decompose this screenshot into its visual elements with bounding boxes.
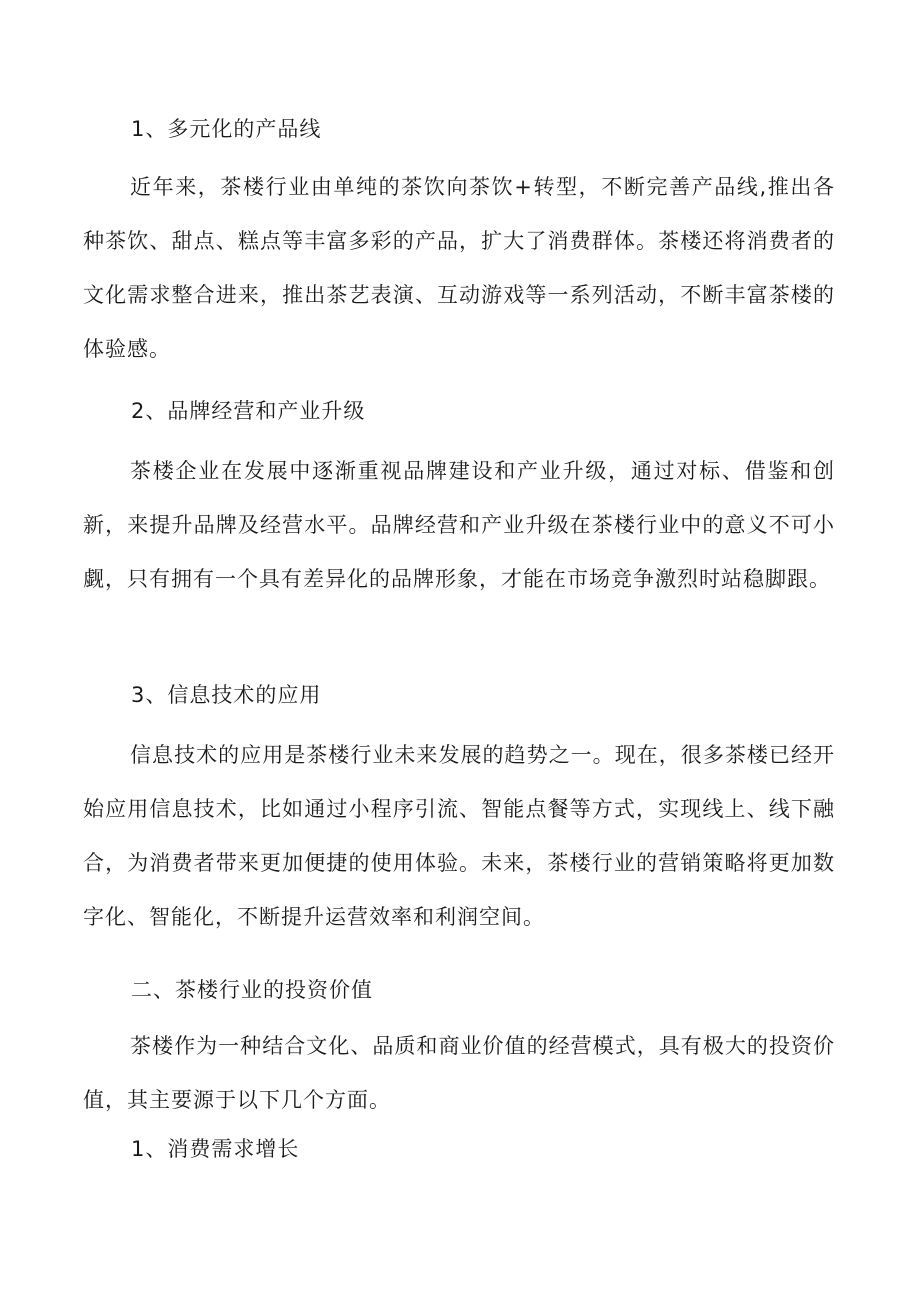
paragraph-investment-value: 茶楼作为一种结合文化、品质和商业价值的经营模式，具有极大的投资价值，其主要源于以下几个方面。: [83, 1034, 835, 1112]
paragraph-brand-upgrade: 茶楼企业在发展中逐渐重视品牌建设和产业升级，通过对标、借鉴和创新，来提升品牌及经营水平。品牌经营和产业升级在茶楼行业中的意义不可小觑，只有拥有一个具有差异化的品牌形象，才能在市场竞争激烈时站稳脚跟。: [83, 459, 835, 591]
section-heading-demand-growth: 1、消费需求增长: [131, 1137, 300, 1161]
section-heading-product-line: 1、多元化的产品线: [131, 117, 322, 141]
paragraph-product-line: 近年来，茶楼行业由单纯的茶饮向茶饮+转型，不断完善产品线,推出各种茶饮、甜点、糕点等丰富多彩的产品，扩大了消费群体。茶楼还将消费者的文化需求整合进来，推出茶艺表演、互动游戏等一系列活动，不断丰富茶楼的体验感。: [83, 175, 835, 361]
section-heading-brand-upgrade: 2、品牌经营和产业升级: [131, 399, 366, 423]
chapter-heading-investment-value: 二、茶楼行业的投资价值: [131, 978, 373, 1002]
section-heading-info-tech: 3、信息技术的应用: [131, 683, 322, 707]
paragraph-info-tech: 信息技术的应用是茶楼行业未来发展的趋势之一。现在，很多茶楼已经开始应用信息技术，比如通过小程序引流、智能点餐等方式，实现线上、线下融合，为消费者带来更加便捷的使用体验。未来，茶楼行业的营销策略将更加数字化、智能化，不断提升运营效率和利润空间。: [83, 743, 835, 929]
